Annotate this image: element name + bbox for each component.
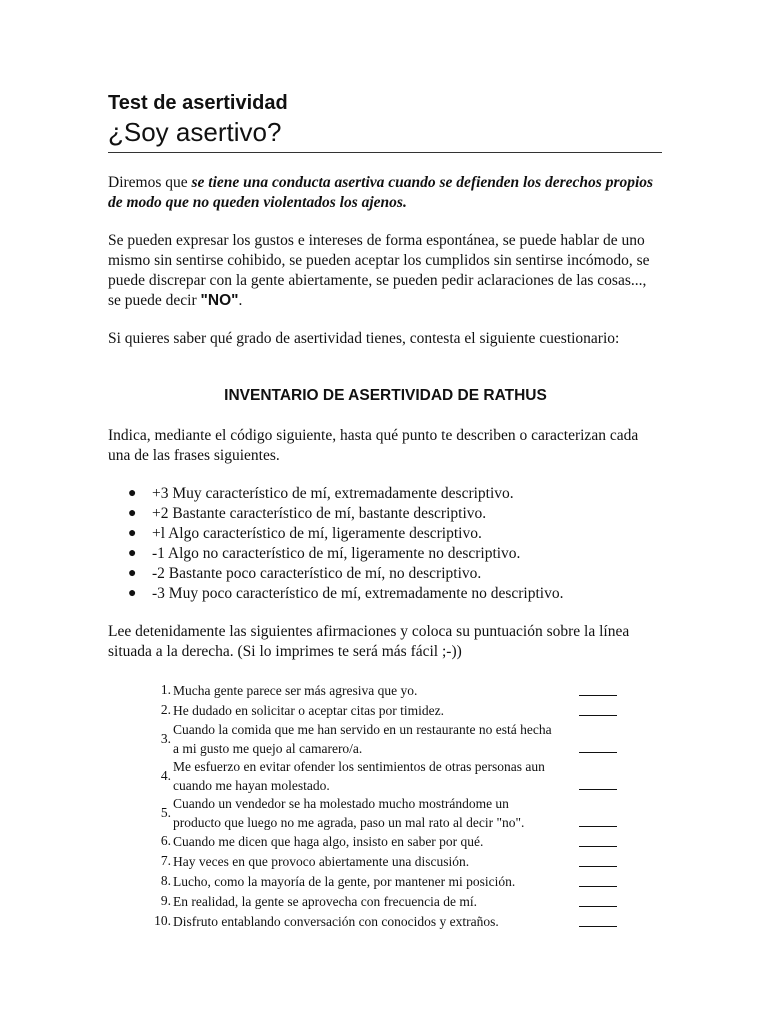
question-item [140,720,620,757]
bullet-icon: ● [128,586,137,601]
intro-paragraph-3: Si quieres saber qué grado de asertividad tienes, contesta el siguiente cuestionario: [108,330,620,347]
assertive-definition: se tiene una conducta asertiva cuando se defienden los derechos propios de modo que no queden violentados los ajenos. [108,174,654,211]
question-text: Cuando un vendedor se ha molestado mucho mostrándome un producto que luego no me agrada, paso un mal rato al decir "no". [173,795,525,830]
question-item [140,680,620,700]
inventory-heading: INVENTARIO DE ASERTIVIDAD DE RATHUS [224,387,547,404]
question-number: 1 . [140,682,172,698]
question-text: Disfruto entablando conversación con conocidos y extraños. [173,913,499,929]
question-number: 8 . [140,873,172,889]
question-number: 4 . [140,768,172,784]
question-number: 2 . [140,702,172,718]
scale-list [128,484,563,604]
inventory-instructions: Indica, mediante el código siguiente, hasta qué punto te describen o caracterizan cada una de las frases siguientes. [108,427,639,464]
document-title: ¿Soy asertivo? [108,117,282,147]
question-text: Lucho, como la mayoría de la gente, por mantener mi posición. [173,873,516,889]
answer-line[interactable] [579,874,617,887]
question-text: Hay veces en que provoco abiertamente una discusión. [173,853,470,869]
question-number: 6 . [140,833,172,849]
scale-item [128,524,563,544]
bullet-icon: ● [128,486,137,501]
question-text: Me esfuerzo en evitar ofender los sentimientos de otras personas aun cuando me hayan molestado. [173,758,545,793]
scale-item [128,584,563,604]
question-number: 10 . [140,913,172,929]
title-divider [108,152,662,153]
question-item [140,831,620,851]
scale-item-text: -3 Muy poco característico de mí, extremadamente no descriptivo. [152,585,564,602]
question-item [140,757,620,794]
question-list [140,680,620,931]
question-number: 5 . [140,805,172,821]
scale-item-text: -2 Bastante poco característico de mí, no descriptivo. [152,565,482,582]
question-item [140,700,620,720]
bullet-icon: ● [128,526,137,541]
intro-lead-text: Diremos que [108,174,192,191]
answer-line[interactable] [579,914,617,927]
document-subtitle: Test de asertividad [108,92,288,114]
bullet-icon: ● [128,506,137,521]
answer-line[interactable] [579,854,617,867]
answer-line[interactable] [579,834,617,847]
question-text: Cuando la comida que me han servido en un restaurante no está hecha a mi gusto me quejo al camarero/a. [173,721,552,756]
question-item [140,794,620,831]
answer-line[interactable] [579,777,617,790]
bullet-icon: ● [128,566,137,581]
scale-item-text: -1 Algo no característico de mí, ligeramente no descriptivo. [152,545,521,562]
question-number: 7 . [140,853,172,869]
intro-period: . [238,292,243,309]
question-number: 3 . [140,731,172,747]
scale-item-text: +l Algo característico de mí, ligeramente descriptivo. [152,525,482,542]
question-text: Cuando me dicen que haga algo, insisto en saber por qué. [173,833,484,849]
answer-line[interactable] [579,814,617,827]
intro-paragraph-2 [108,231,663,311]
scale-item-text: +3 Muy característico de mí, extremadamente descriptivo. [152,485,514,502]
question-text: He dudado en solicitar o aceptar citas por timidez. [173,702,445,718]
scale-item [128,504,563,524]
no-emphasis: "NO" [200,292,239,309]
answer-line[interactable] [579,703,617,716]
answer-line[interactable] [579,740,617,753]
scale-item-text: +2 Bastante característico de mí, bastante descriptivo. [152,505,487,522]
scale-item [128,564,563,584]
bullet-icon: ● [128,546,137,561]
question-item [140,911,620,931]
intro-paragraph-1 [108,173,663,213]
question-item [140,851,620,871]
question-text: Mucha gente parece ser más agresiva que yo. [173,682,418,698]
scale-item [128,544,563,564]
answer-line[interactable] [579,683,617,696]
intro-body-text: Se pueden expresar los gustos e intereses de forma espontánea, se puede hablar de uno mismo sin sentirse cohibido, se pueden aceptar los cumplidos sin sentirse incómodo, se puede discrepar con la gente abiertamente, se pueden pedir aclaraciones de las cosas..., se puede decir [108,232,650,309]
question-text: En realidad, la gente se aprovecha con frecuencia de mí. [173,893,477,909]
question-number: 9 . [140,893,172,909]
scoring-instructions: Lee detenidamente las siguientes afirmaciones y coloca su puntuación sobre la línea situada a la derecha. (Si lo imprimes te será más fácil ;-)) [108,623,630,660]
scale-item [128,484,563,504]
question-item [140,871,620,891]
answer-line[interactable] [579,894,617,907]
question-item [140,891,620,911]
